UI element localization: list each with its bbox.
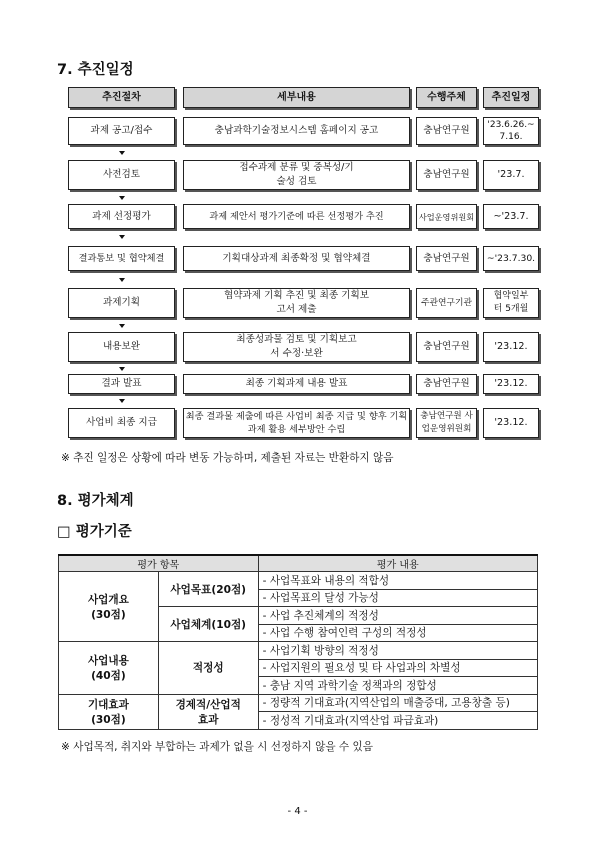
criteria-content: - 충남 지역 과학기술 정책과의 정합성 bbox=[258, 677, 537, 695]
row-agent: 사업운영위원회 bbox=[416, 204, 477, 229]
row-schedule: 협약일부터 5개월 bbox=[483, 288, 539, 318]
category-name: 기대효과 bbox=[87, 698, 129, 711]
category-name: 사업내용 bbox=[87, 654, 129, 667]
criteria-category bbox=[59, 694, 159, 729]
row-agent: 충남연구원 bbox=[416, 160, 477, 190]
page-number: - 4 - bbox=[287, 806, 308, 817]
criteria-content: - 사업 추진체계의 적정성 bbox=[258, 607, 537, 625]
subitem-name: 경제적/산업적 bbox=[175, 698, 241, 711]
category-points: (40점) bbox=[91, 669, 126, 682]
row-procedure: 과제 선정평가 bbox=[68, 204, 175, 229]
row-agent: 충남연구원 사업운영위원회 bbox=[416, 408, 477, 438]
criteria-header-item: 평가 항목 bbox=[59, 555, 259, 572]
row-schedule: ~'23.7. bbox=[483, 204, 539, 229]
row-schedule: '23.7. bbox=[483, 160, 539, 190]
down-arrow-icon bbox=[119, 399, 125, 403]
row-agent: 충남연구원 bbox=[416, 117, 477, 145]
row-procedure: 사전검토 bbox=[68, 160, 175, 190]
row-agent: 충남연구원 bbox=[416, 374, 477, 394]
criteria-content: - 사업목표의 달성 가능성 bbox=[258, 589, 537, 607]
row-schedule: ~'23.7.30. bbox=[483, 246, 539, 271]
row-agent: 충남연구원 bbox=[416, 246, 477, 271]
row-details: 최종 기획과제 내용 발표 bbox=[183, 374, 410, 394]
down-arrow-icon bbox=[119, 324, 125, 328]
header-schedule: 추진일정 bbox=[483, 87, 539, 108]
row-procedure: 결과통보 및 협약체결 bbox=[68, 246, 175, 271]
row-agent: 주관연구기관 bbox=[416, 288, 477, 318]
row-details: 최종성과물 검토 및 기획보고서 수정·보완 bbox=[183, 332, 410, 362]
criteria-category bbox=[59, 572, 159, 642]
criteria-content: - 정량적 기대효과(지역산업의 매출증대, 고용창출 등) bbox=[258, 694, 537, 712]
row-details: 협약과제 기획 추진 및 최종 기획보고서 제출 bbox=[183, 288, 410, 318]
criteria-content: - 사업 수행 참여인력 구성의 적정성 bbox=[258, 624, 537, 642]
row-procedure: 과제 공고/접수 bbox=[68, 117, 175, 145]
row-schedule: '23.12. bbox=[483, 408, 539, 438]
subsection-title-criteria: □ 평가기준 bbox=[57, 524, 132, 540]
category-name: 사업개요 bbox=[87, 593, 129, 606]
criteria-category bbox=[59, 642, 159, 695]
row-procedure: 과제기획 bbox=[68, 288, 175, 318]
criteria-table bbox=[58, 554, 538, 730]
down-arrow-icon bbox=[119, 278, 125, 282]
row-procedure: 결과 발표 bbox=[68, 374, 175, 394]
criteria-content: - 정성적 기대효과(지역산업 파급효과) bbox=[258, 712, 537, 730]
criteria-note: ※ 사업목적, 취지와 부합하는 과제가 없을 시 선정하지 않을 수 있음 bbox=[61, 741, 373, 753]
row-details: 기획대상과제 최종확정 및 협약체결 bbox=[183, 246, 410, 271]
header-agent: 수행주체 bbox=[416, 87, 477, 108]
criteria-subitem: 사업목표(20점) bbox=[158, 572, 258, 607]
category-points: (30점) bbox=[91, 713, 126, 726]
row-details: 과제 제안서 평가기준에 따른 선정평가 추진 bbox=[183, 204, 410, 229]
section-title-schedule: 7. 추진일정 bbox=[57, 62, 134, 78]
row-details: 충남과학기술정보시스템 홈페이지 공고 bbox=[183, 117, 410, 145]
down-arrow-icon bbox=[119, 151, 125, 155]
criteria-content: - 사업목표와 내용의 적합성 bbox=[258, 572, 537, 590]
down-arrow-icon bbox=[119, 235, 125, 239]
criteria-content: - 사업지원의 필요성 및 타 사업과의 차별성 bbox=[258, 659, 537, 677]
row-details: 최종 결과물 제출에 따른 사업비 최종 지급 및 향후 기획과제 활용 세부방안 수립 bbox=[183, 408, 410, 438]
header-procedure: 추진절차 bbox=[68, 87, 175, 108]
section-title-evaluation: 8. 평가체계 bbox=[57, 493, 134, 509]
down-arrow-icon bbox=[119, 367, 125, 371]
subitem-name-2: 효과 bbox=[197, 713, 219, 726]
criteria-content: - 사업기획 방향의 적정성 bbox=[258, 642, 537, 660]
header-details: 세부내용 bbox=[183, 87, 410, 108]
criteria-subitem: 적정성 bbox=[158, 642, 258, 695]
row-schedule: '23.12. bbox=[483, 332, 539, 362]
row-schedule: '23.6.26.~ 7.16. bbox=[483, 117, 539, 145]
criteria-header-content: 평가 내용 bbox=[258, 555, 537, 572]
category-points: (30점) bbox=[91, 608, 126, 621]
row-procedure: 사업비 최종 지급 bbox=[68, 408, 175, 438]
schedule-note: ※ 추진 일정은 상황에 따라 변동 가능하며, 제출된 자료는 반환하지 않음 bbox=[61, 452, 394, 464]
criteria-subitem bbox=[158, 694, 258, 729]
row-procedure: 내용보완 bbox=[68, 332, 175, 362]
criteria-subitem: 사업체계(10점) bbox=[158, 607, 258, 642]
down-arrow-icon bbox=[119, 196, 125, 200]
row-schedule: '23.12. bbox=[483, 374, 539, 394]
row-agent: 충남연구원 bbox=[416, 332, 477, 362]
row-details: 접수과제 분류 및 중복성/기술성 검토 bbox=[183, 160, 410, 190]
